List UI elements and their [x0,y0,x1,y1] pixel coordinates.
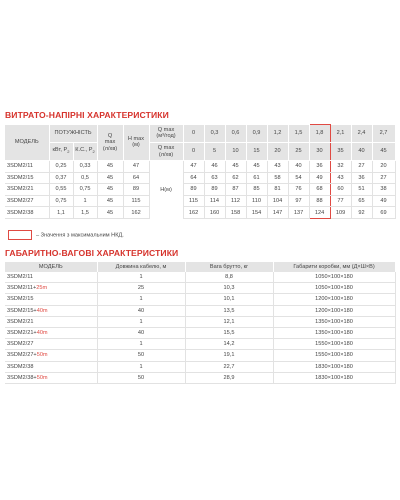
head-value-cell: 38 [372,184,395,196]
head-value-cell: 51 [351,184,372,196]
model-cell: 3SDM2/15+40m [5,305,97,316]
model-cell: 3SDM2/15 [5,172,49,184]
weight-cell: 8,8 [185,272,273,283]
header-cable: Довжина кабелю, м [97,262,185,272]
table-row [5,305,395,316]
flow-m3: 2,7 [372,125,395,143]
power-kw-cell: 0,37 [49,172,73,184]
head-value-cell: 36 [351,172,372,184]
head-value-cell: 68 [309,184,330,196]
head-value-cell: 112 [225,195,246,207]
model-cell: 3SDM2/38 [5,207,49,219]
cable-cell: 1 [97,316,185,327]
power-hp-cell: 0,75 [73,184,97,196]
h-max-cell: 115 [123,195,149,207]
head-value-cell: 114 [204,195,225,207]
head-value-cell: 43 [267,161,288,173]
table-row [5,184,395,196]
model-cell: 3SDM2/11+25m [5,283,97,294]
head-value-cell: 97 [288,195,309,207]
legend [8,230,124,240]
table-row [5,327,395,338]
head-value-cell: 115 [183,195,204,207]
header-dim-model: МОДЕЛЬ [5,262,97,272]
power-kw-cell: 0,55 [49,184,73,196]
power-kw-cell: 0,25 [49,161,73,173]
head-value-cell: 88 [309,195,330,207]
head-value-cell: 92 [351,207,372,219]
q-cell: 45 [97,172,123,184]
head-value-cell: 47 [183,161,204,173]
flow-l: 20 [267,143,288,161]
box-dims-cell: 1350×100×180 [273,316,395,327]
weight-cell: 15,5 [185,327,273,338]
head-value-cell: 158 [225,207,246,219]
table-row [5,316,395,327]
head-value-cell: 147 [267,207,288,219]
head-value-cell: 63 [204,172,225,184]
weight-cell: 13,5 [185,305,273,316]
header-h: H max (м) [123,125,149,161]
flow-l: 10 [225,143,246,161]
section-title-performance: ВИТРАТО-НАПІРНІ ХАРАКТЕРИСТИКИ [5,110,169,120]
flow-m3: 0 [183,125,204,143]
head-value-cell: 36 [309,161,330,173]
head-value-cell: 45 [246,161,267,173]
flow-l: 30 [309,143,330,161]
head-value-cell: 160 [204,207,225,219]
power-kw-cell: 1,1 [49,207,73,219]
performance-table [5,124,396,219]
flow-l: 35 [330,143,351,161]
flow-m3: 1,8 [309,125,330,143]
flow-m3: 1,2 [267,125,288,143]
box-dims-cell: 1350×100×180 [273,327,395,338]
head-value-cell: 104 [267,195,288,207]
power-kw-cell: 0,75 [49,195,73,207]
cable-suffix: 40m [36,330,48,337]
model-cell: 3SDM2/21 [5,316,97,327]
table-row [5,372,395,383]
head-value-cell: 62 [225,172,246,184]
cable-suffix: 50m [36,352,48,359]
h-label: H(м) [149,161,183,219]
h-max-cell: 89 [123,184,149,196]
header-q: Q max (л/хв) [97,125,123,161]
flow-l: 40 [351,143,372,161]
section-title-dimensions: ГАБАРИТНО-ВАГОВІ ХАРАКТЕРИСТИКИ [5,248,179,258]
header-qmax-m3: Q max (м³/год) [149,125,183,143]
flow-m3: 0,3 [204,125,225,143]
flow-l: 5 [204,143,225,161]
weight-cell: 10,1 [185,294,273,305]
model-cell: 3SDM2/38 [5,361,97,372]
head-value-cell: 40 [288,161,309,173]
box-dims-cell: 1050×100×180 [273,283,395,294]
head-value-cell: 61 [246,172,267,184]
box-dims-cell: 1550×100×180 [273,350,395,361]
cable-cell: 1 [97,294,185,305]
box-dims-cell: 1830×100×180 [273,361,395,372]
weight-cell: 12,1 [185,316,273,327]
table-row [5,350,395,361]
model-cell: 3SDM2/38+50m [5,372,97,383]
head-value-cell: 124 [309,207,330,219]
model-cell: 3SDM2/15 [5,294,97,305]
table-row [5,272,395,283]
cable-cell: 40 [97,305,185,316]
weight-cell: 14,2 [185,339,273,350]
cable-suffix: 50m [36,374,48,381]
box-dims-cell: 1200×100×180 [273,294,395,305]
head-value-cell: 109 [330,207,351,219]
model-cell: 3SDM2/27 [5,339,97,350]
head-value-cell: 54 [288,172,309,184]
q-cell: 45 [97,195,123,207]
cable-cell: 40 [97,327,185,338]
flow-m3: 2,1 [330,125,351,143]
weight-cell: 28,9 [185,372,273,383]
h-max-cell: 47 [123,161,149,173]
table-row [5,283,395,294]
table-row [5,339,395,350]
table-row [5,207,395,219]
head-value-cell: 20 [372,161,395,173]
table-row [5,361,395,372]
flow-l: 0 [183,143,204,161]
q-cell: 45 [97,184,123,196]
q-cell: 45 [97,207,123,219]
box-dims-cell: 1830×100×180 [273,372,395,383]
table-row [5,172,395,184]
flow-l: 15 [246,143,267,161]
model-cell: 3SDM2/11 [5,272,97,283]
header-box: Габарити коробки, мм (Д×Ш×В) [273,262,395,272]
cable-suffix: 40m [36,307,48,314]
model-cell: 3SDM2/27 [5,195,49,207]
cable-cell: 50 [97,372,185,383]
flow-m3: 0,6 [225,125,246,143]
q-cell: 45 [97,161,123,173]
head-value-cell: 81 [267,184,288,196]
header-power: ПОТУЖНІСТЬ [49,125,97,143]
weight-cell: 22,7 [185,361,273,372]
legend-highlight-box [8,230,32,240]
power-hp-cell: 1,5 [73,207,97,219]
head-value-cell: 89 [183,184,204,196]
h-max-cell: 162 [123,207,149,219]
legend-text: – Значення з максимальним НКД. [36,232,124,239]
cable-cell: 25 [97,283,185,294]
head-value-cell: 77 [330,195,351,207]
head-value-cell: 85 [246,184,267,196]
flow-m3: 0,9 [246,125,267,143]
table-row [5,195,395,207]
head-value-cell: 60 [330,184,351,196]
head-value-cell: 89 [204,184,225,196]
head-value-cell: 110 [246,195,267,207]
head-value-cell: 27 [372,172,395,184]
head-value-cell: 32 [330,161,351,173]
h-max-cell: 64 [123,172,149,184]
head-value-cell: 69 [372,207,395,219]
model-cell: 3SDM2/27+50m [5,350,97,361]
head-value-cell: 76 [288,184,309,196]
model-cell: 3SDM2/21+40m [5,327,97,338]
model-cell: 3SDM2/21 [5,184,49,196]
cable-cell: 1 [97,361,185,372]
head-value-cell: 65 [351,195,372,207]
cable-cell: 50 [97,350,185,361]
header-weight: Вага брутто, кг [185,262,273,272]
flow-l: 25 [288,143,309,161]
model-cell: 3SDM2/11 [5,161,49,173]
table-row [5,294,395,305]
head-value-cell: 46 [204,161,225,173]
box-dims-cell: 1050×100×180 [273,272,395,283]
head-value-cell: 27 [351,161,372,173]
cable-cell: 1 [97,272,185,283]
head-value-cell: 87 [225,184,246,196]
weight-cell: 19,1 [185,350,273,361]
flow-l: 45 [372,143,395,161]
power-hp-cell: 1 [73,195,97,207]
box-dims-cell: 1200×100×180 [273,305,395,316]
header-model: МОДЕЛЬ [5,125,49,161]
head-value-cell: 58 [267,172,288,184]
weight-cell: 10,3 [185,283,273,294]
table-row [5,161,395,173]
head-value-cell: 49 [372,195,395,207]
dimensions-table [5,262,396,384]
head-value-cell: 162 [183,207,204,219]
head-value-cell: 64 [183,172,204,184]
head-value-cell: 43 [330,172,351,184]
head-value-cell: 45 [225,161,246,173]
flow-m3: 2,4 [351,125,372,143]
cable-suffix: 25m [36,285,48,292]
head-value-cell: 49 [309,172,330,184]
flow-m3: 1,5 [288,125,309,143]
power-hp-cell: 0,5 [73,172,97,184]
cable-cell: 1 [97,339,185,350]
header-qmax-l: Q max (л/хв) [149,143,183,161]
header-power-kw: кВт, $P_2$ [49,143,73,161]
power-hp-cell: 0,33 [73,161,97,173]
box-dims-cell: 1550×100×180 [273,339,395,350]
head-value-cell: 154 [246,207,267,219]
head-value-cell: 137 [288,207,309,219]
header-power-hp: К.С., $P_2$ [73,143,97,161]
